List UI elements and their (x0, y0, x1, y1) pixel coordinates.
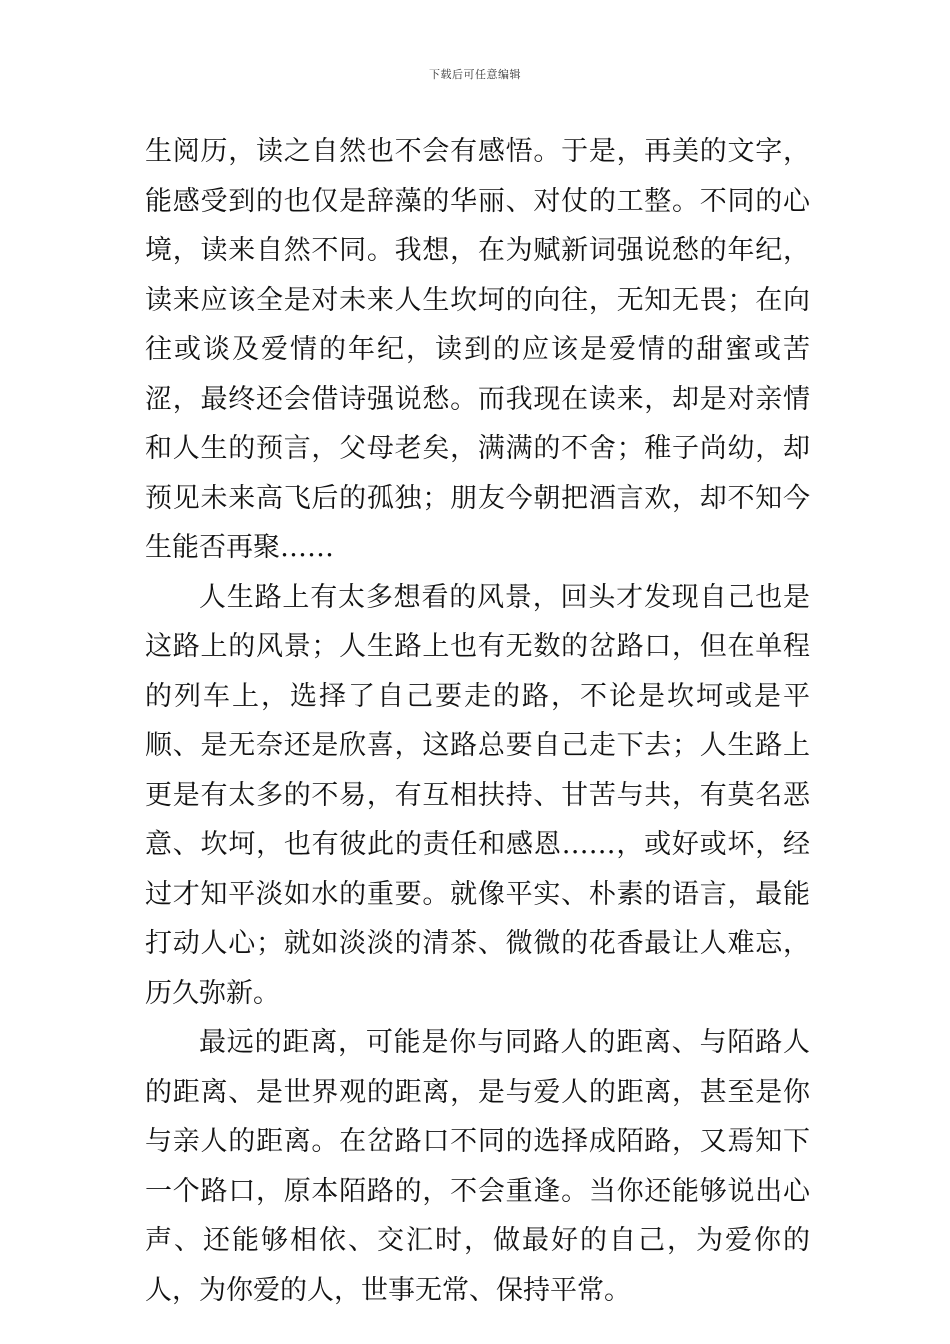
page-header: 下载后可任意编辑 (429, 68, 521, 81)
paragraph-2: 人生路上有太多想看的风景，回头才发现自己也是这路上的风景；人生路上也有无数的岔路口，但在单程的列车上，选择了自己要走的路，不论是坎坷或是平顺、是无奈还是欣喜，这路总要自己走下去；人生路上更是有太多的不易，有互相扶持、甘苦与共，有莫名恶意、坎坷，也有彼此的责任和感恩……，或好或坏，经过才知平淡如水的重要。就像平实、朴素的语言，最能打动人心；就如淡淡的清茶、微微的花香最让人难忘，历久弥新。 (145, 581, 810, 1009)
document-body (145, 127, 810, 1315)
paragraph-1: 生阅历，读之自然也不会有感悟。于是，再美的文字，能感受到的也仅是辞藻的华丽、对仗的工整。不同的心境，读来自然不同。我想，在为赋新词强说愁的年纪，读来应该全是对未来人生坎坷的向往，无知无畏；在向往或谈及爱情的年纪，读到的应该是爱情的甜蜜或苦涩，最终还会借诗强说愁。而我现在读来，却是对亲情和人生的预言，父母老矣，满满的不舍；稚子尚幼，却预见未来高飞后的孤独；朋友今朝把酒言欢，却不知今生能否再聚…… (145, 136, 810, 563)
paragraph-3: 最远的距离，可能是你与同路人的距离、与陌路人的距离、是世界观的距离，是与爱人的距离，甚至是你与亲人的距离。在岔路口不同的选择成陌路，又焉知下一个路口，原本陌路的，不会重逢。当你还能够说出心声、还能够相依、交汇时，做最好的自己，为爱你的人，为你爱的人，世事无常、保持平常。 (145, 1027, 810, 1306)
